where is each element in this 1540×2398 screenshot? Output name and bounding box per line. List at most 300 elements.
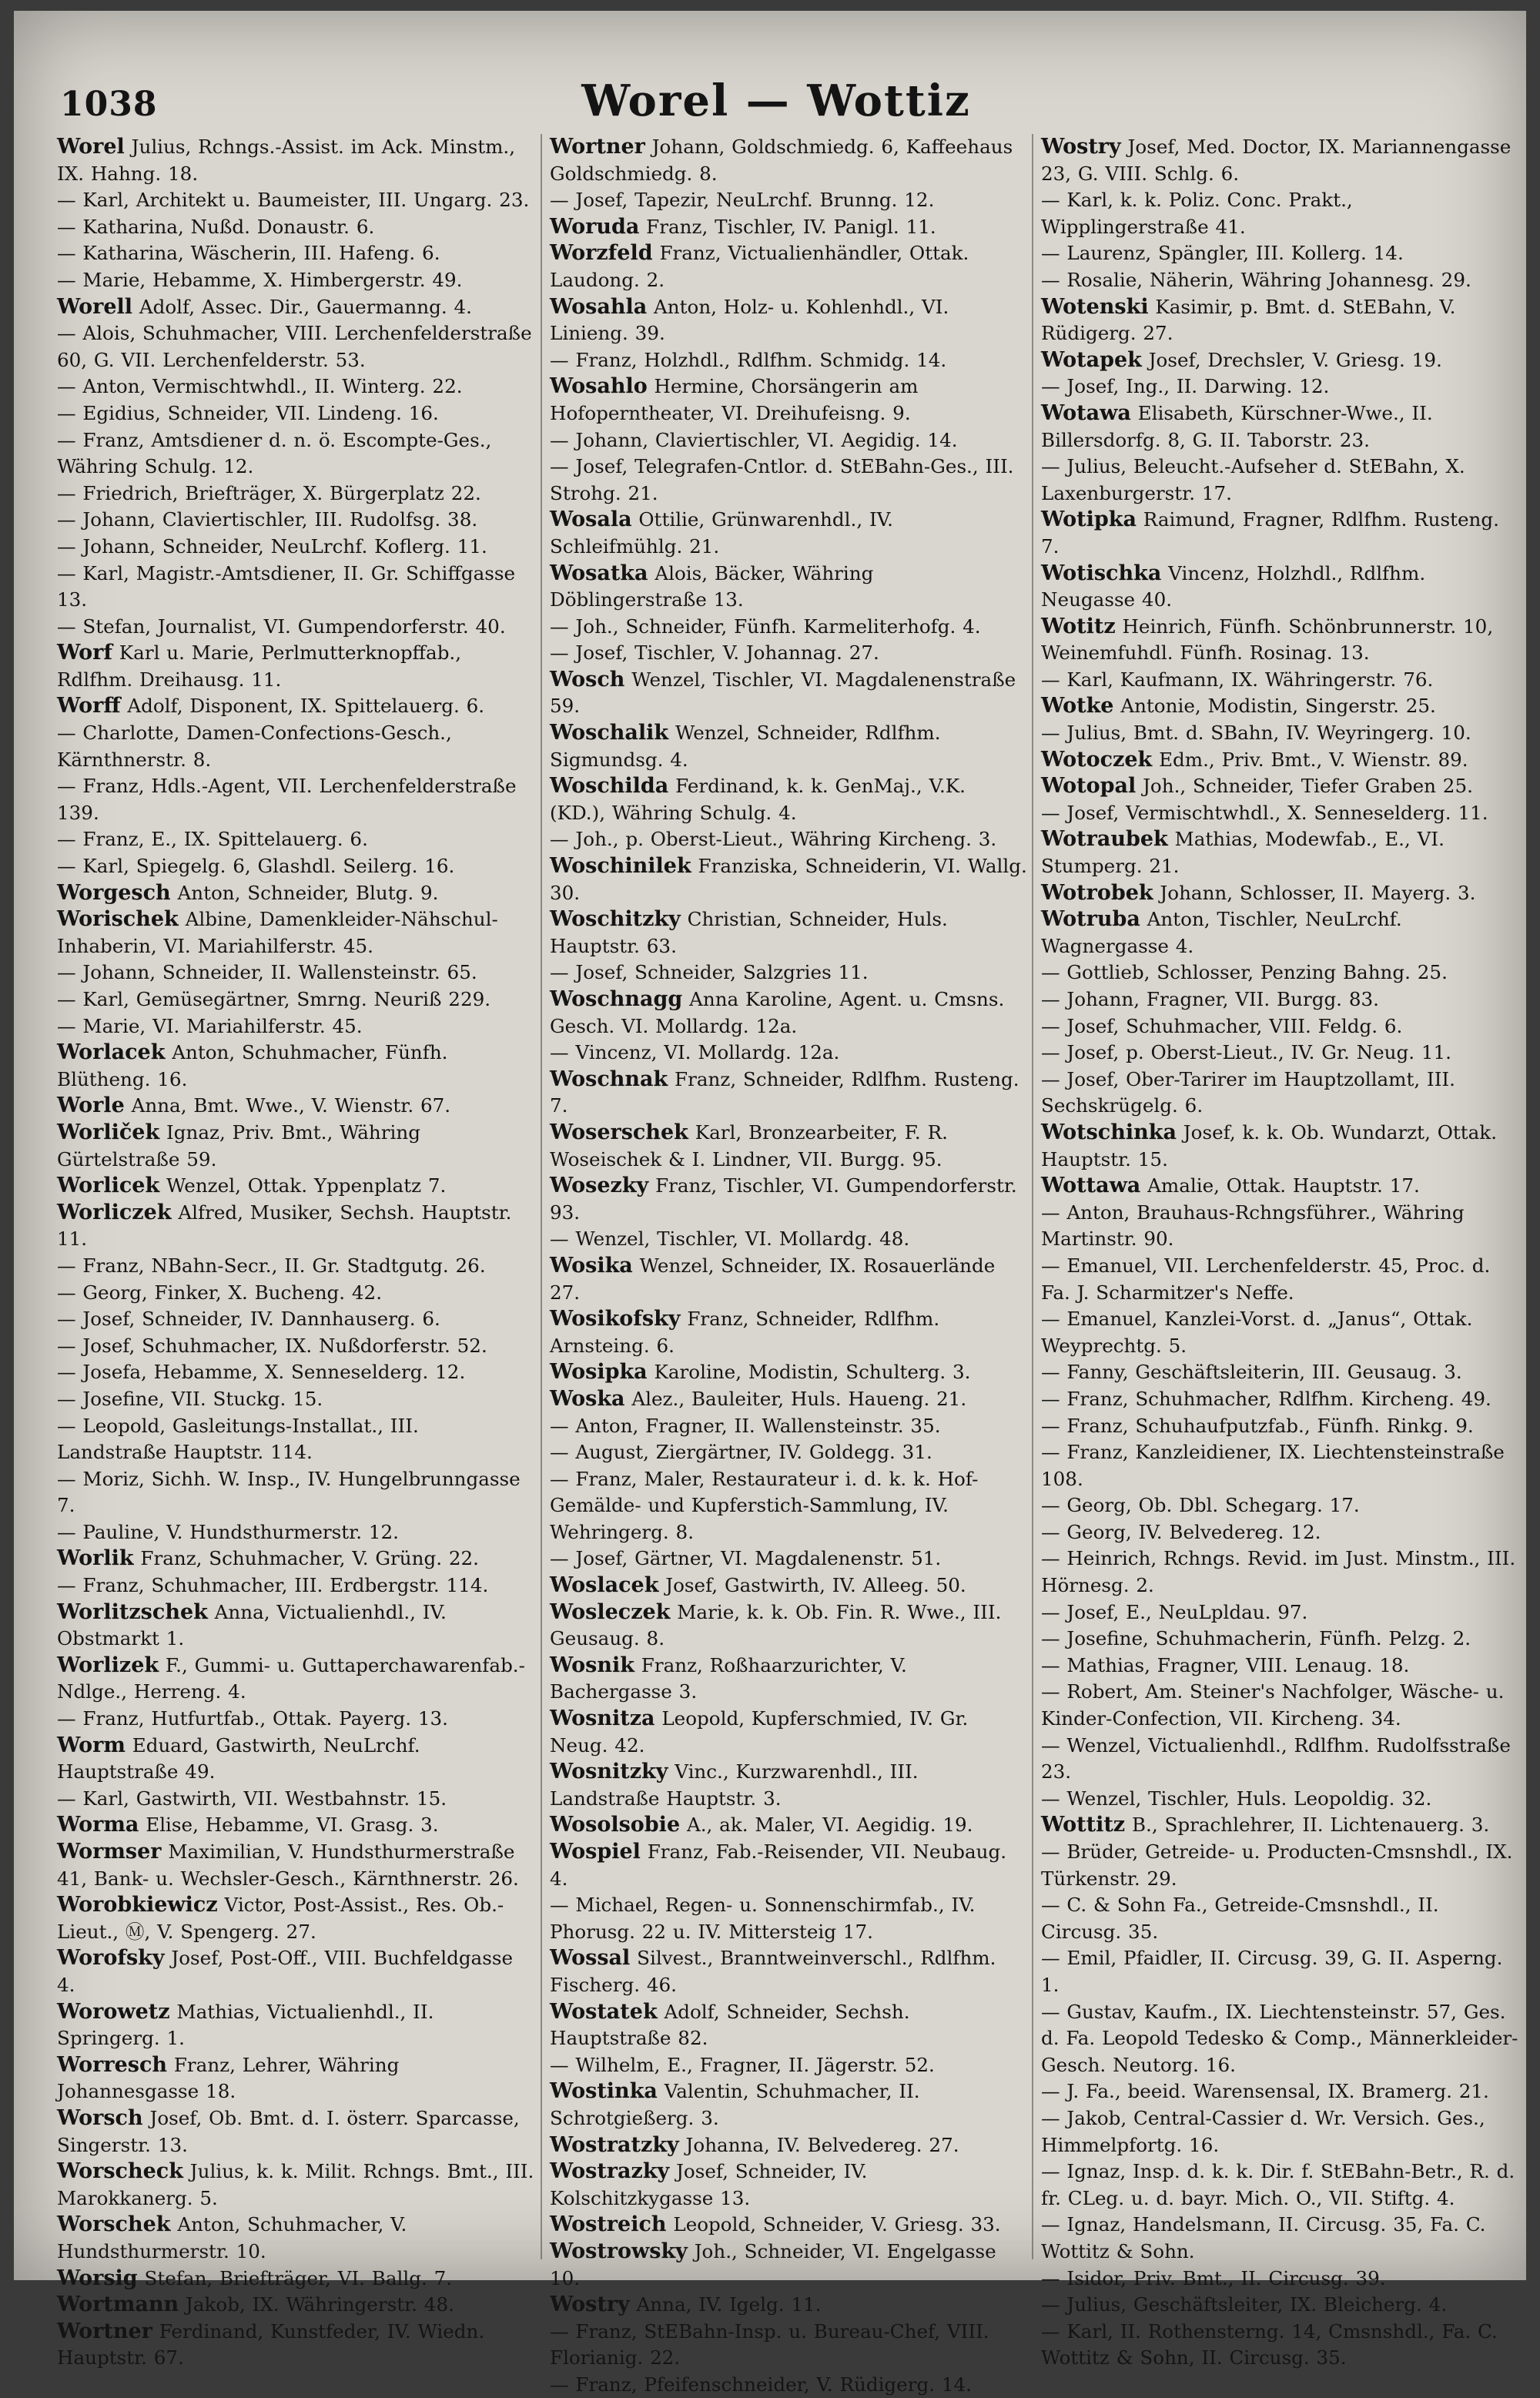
entry-text: — Mathias, Fragner, VIII. Lenaug. 18.: [1041, 1653, 1410, 1676]
directory-entry: [550, 1226, 1027, 1253]
entry-text: Franz, Victualienhändler, Ottak. Laudong. 2.: [550, 242, 969, 291]
entry-text: — Franz, NBahn-Secr., II. Gr. Stadtgutg. 26.: [57, 1254, 486, 1277]
entry-text: — Franz, Pfeifenschneider, V. Rüdigerg. 14.: [550, 2373, 972, 2396]
entry-text: — Franz, Maler, Restaurateur i. d. k. k. Hof-Gemälde- und Kupferstich-Sammlung, IV. Wehringerg. 8.: [550, 1467, 979, 1543]
directory-entry: [57, 826, 534, 853]
entry-text: Anna, IV. Igelg. 11.: [629, 2293, 822, 2316]
entry-text: Adolf, Disponent, IX. Spittelauerg. 6.: [120, 695, 485, 718]
entry-surname: Wortner: [57, 2319, 152, 2343]
entry-surname: Wotrobek: [1041, 880, 1153, 905]
entry-text: Antonie, Modistin, Singerstr. 25.: [1113, 695, 1436, 718]
directory-entry: [550, 1653, 1027, 1706]
entry-surname: Wosnitzky: [550, 1760, 668, 1784]
entry-text: Josef, Ob. Bmt. d. I. österr. Sparcasse, Singerstr. 13.: [57, 2106, 520, 2156]
directory-entry: [550, 906, 1027, 960]
directory-entry: [57, 1572, 534, 1599]
entry-surname: Wosahla: [550, 294, 648, 319]
entry-text: — August, Ziergärtner, IV. Goldegg. 31.: [550, 1441, 932, 1464]
directory-entry: [57, 1812, 534, 1839]
entry-text: — Karl, Spiegelg. 6, Glashdl. Seilerg. 16.: [57, 855, 455, 878]
directory-entry: [1041, 1999, 1518, 2079]
entry-text: — Franz, Schuhmacher, Rdlfhm. Kircheng. 49.: [1041, 1387, 1491, 1410]
entry-text: Josef, Schneider, IV. Kolschitzkygasse 13.: [550, 2160, 868, 2209]
directory-entry: [57, 853, 534, 880]
directory-entry: [550, 2319, 1027, 2372]
entry-text: — Emil, Pfaidler, II. Circusg. 39, G. II. Asperng. 1.: [1041, 1947, 1503, 1996]
directory-entry: [57, 960, 534, 986]
entry-text: — Julius, Bmt. d. SBahn, IV. Weyringerg. 10.: [1041, 722, 1471, 745]
entry-surname: Worel: [57, 135, 125, 159]
entry-text: Alez., Bauleiter, Huls. Haueng. 21.: [624, 1387, 967, 1410]
entry-surname: Wostry: [550, 2293, 630, 2317]
entry-surname: Wotenski: [1041, 294, 1149, 319]
directory-entry: [1041, 561, 1518, 614]
entry-text: — Josef, E., NeuLpldau. 97.: [1041, 1600, 1308, 1623]
entry-surname: Worma: [57, 1813, 139, 1837]
entry-text: Karl u. Marie, Perlmutterknopffab., Rdlfhm. Dreihausg. 11.: [57, 641, 462, 691]
directory-entry: [550, 1892, 1027, 1945]
directory-entry: [1041, 2266, 1518, 2293]
entry-surname: Worschek: [57, 2212, 171, 2237]
directory-entry: [1041, 1413, 1518, 1440]
entry-text: — Josef, Tapezir, NeuLrchf. Brunng. 12.: [550, 189, 935, 212]
entry-text: — Ignaz, Insp. d. k. k. Dir. f. StEBahn-Betr., R. d. fr. CLeg. u. d. bayr. Mich. O., VII. Stiftg. 4.: [1041, 2160, 1515, 2209]
entry-text: Franz, Schneider, Rdlfhm. Arnsteing. 6.: [550, 1308, 940, 1357]
entry-text: Ferdinand, k. k. GenMaj., V.K. (KD.), Währing Schulg. 4.: [550, 775, 966, 824]
directory-entry: [550, 1040, 1027, 1067]
entry-text: Alois, Bäcker, Währing Döblingerstraße 13.: [550, 561, 874, 611]
entry-surname: Worf: [57, 641, 112, 665]
entry-surname: Worscheck: [57, 2159, 183, 2184]
entry-text: — Josef, p. Oberst-Lieut., IV. Gr. Neug. 11.: [1041, 1041, 1452, 1064]
entry-surname: Worowetz: [57, 1999, 170, 2024]
directory-entry: [1041, 1173, 1518, 1200]
directory-entry: [550, 507, 1027, 560]
entry-text: Leopold, Schneider, V. Griesg. 33.: [666, 2213, 1001, 2236]
directory-entry: [1041, 2292, 1518, 2319]
entry-text: Anton, Schuhmacher, Fünfh. Blütheng. 16.: [57, 1041, 448, 1090]
directory-entry: [57, 720, 534, 773]
directory-entry: [550, 1413, 1027, 1440]
entry-text: — Franz, Amtsdiener d. n. ö. Escompte-Ges., Währing Schulg. 12.: [57, 428, 492, 478]
entry-text: — Josefine, VII. Stuckg. 15.: [57, 1387, 323, 1410]
column-divider: [541, 134, 542, 2259]
entry-text: Mathias, Victualienhdl., II. Springerg. 1.: [57, 2000, 434, 2050]
directory-entry: [1041, 1013, 1518, 1040]
entry-text: Ignaz, Priv. Bmt., Währing Gürtelstraße 59.: [57, 1120, 420, 1171]
entry-surname: Wotapek: [1041, 347, 1142, 372]
entry-text: Julius, k. k. Milit. Rchngs. Bmt., III. Marokkanerg. 5.: [57, 2160, 534, 2209]
entry-surname: Wotruba: [1041, 907, 1140, 932]
entry-text: — Rosalie, Näherin, Währing Johannesg. 29.: [1041, 268, 1471, 291]
directory-entry: [57, 2319, 534, 2372]
directory-entry: [1041, 1200, 1518, 1253]
directory-entry: [57, 1733, 534, 1786]
entry-text: Karoline, Modistin, Schulterg. 3.: [647, 1361, 971, 1384]
entry-surname: Woserschek: [550, 1120, 688, 1144]
directory-entry: [1041, 906, 1518, 960]
entry-text: — Franz, Kanzleidiener, IX. Liechtensteinstraße 108.: [1041, 1441, 1505, 1490]
entry-surname: Wottawa: [1041, 1174, 1141, 1198]
running-head: Worel — Wottiz: [581, 75, 971, 126]
directory-entry: [57, 187, 534, 214]
directory-entry: [1041, 373, 1518, 400]
directory-entry: [57, 1013, 534, 1040]
entry-text: — Wenzel, Tischler, VI. Mollardg. 48.: [550, 1227, 910, 1251]
entry-surname: Wostry: [1041, 135, 1121, 159]
entry-text: Adolf, Assec. Dir., Gauermanng. 4.: [132, 295, 472, 318]
directory-entry: [1041, 187, 1518, 240]
entry-surname: Worm: [57, 1733, 126, 1757]
entry-text: Kasimir, p. Bmt. d. StEBahn, V. Rüdigerg. 27.: [1041, 295, 1456, 345]
directory-entry: [1041, 667, 1518, 694]
entry-surname: Wosch: [550, 667, 625, 692]
entry-text: — Josef, Telegrafen-Cntlor. d. StEBahn-Ges., III. Strohg. 21.: [550, 455, 1014, 504]
entry-surname: Wossal: [550, 1946, 631, 1971]
directory-entry: [57, 986, 534, 1013]
directory-entry: [1041, 347, 1518, 374]
entry-text: — Anton, Brauhaus-Rchngsführer., Währing Martinstr. 90.: [1041, 1201, 1465, 1251]
page-number: 1038: [60, 85, 158, 124]
directory-entry: [550, 1812, 1027, 1839]
directory-entry: [550, 1599, 1027, 1653]
directory-entry: [1041, 1599, 1518, 1626]
entry-text: — Josef, Schuhmacher, IX. Nußdorferstr. 52.: [57, 1334, 487, 1357]
directory-entry: [1041, 1040, 1518, 1067]
entry-text: — Josef, Schneider, IV. Dannhauserg. 6.: [57, 1308, 440, 1331]
entry-surname: Worlizek: [57, 1653, 159, 1677]
entry-text: — Josef, Schneider, Salzgries 11.: [550, 961, 869, 984]
directory-entry: [1041, 134, 1518, 187]
directory-entry: [1041, 2078, 1518, 2105]
entry-surname: Worsch: [57, 2105, 143, 2130]
entry-text: Ottilie, Grünwarenhdl., IV. Schleifmühlg. 21.: [550, 508, 893, 558]
directory-entry: [1041, 1546, 1518, 1599]
entry-text: Anton, Holz- u. Kohlenhdl., VI. Linieng. 39.: [550, 295, 949, 345]
entry-surname: Wosnik: [550, 1653, 634, 1677]
entry-text: — Heinrich, Rchngs. Revid. im Just. Minstm., III. Hörnesg. 2.: [1041, 1547, 1516, 1597]
entry-text: Franziska, Schneiderin, VI. Wallg. 30.: [550, 855, 1027, 904]
entry-text: — C. & Sohn Fa., Getreide-Cmsnshdl., II. Circusg. 35.: [1041, 1894, 1439, 1943]
directory-entry: [550, 2292, 1027, 2319]
directory-entry: [550, 427, 1027, 454]
entry-text: Franz, Schneider, Rdlfhm. Rusteng. 7.: [550, 1067, 1019, 1117]
entry-surname: Worlik: [57, 1546, 134, 1571]
directory-entry: [1041, 240, 1518, 267]
entry-text: — Julius, Beleucht.-Aufseher d. StEBahn, X. Laxenburgerstr. 17.: [1041, 455, 1465, 504]
entry-surname: Worsig: [57, 2266, 138, 2290]
directory-entry: [550, 2212, 1027, 2239]
directory-entry: [57, 1546, 534, 1572]
entry-text: Anna Karoline, Agent. u. Cmsns. Gesch. VI. Mollardg. 12a.: [550, 988, 1005, 1037]
directory-entry: [550, 1439, 1027, 1466]
entry-text: Victor, Post-Assist., Res. Ob.-Lieut., Ⓜ, V. Spengerg. 27.: [57, 1894, 504, 1943]
entry-text: — Georg, IV. Belvedereg. 12.: [1041, 1520, 1321, 1543]
directory-page: [14, 11, 1526, 2396]
entry-text: Franz, Tischler, VI. Gumpendorferstr. 93.: [550, 1174, 1017, 1224]
entry-surname: Worobkiewicz: [57, 1893, 218, 1917]
entry-text: Elise, Hebamme, VI. Grasg. 3.: [139, 1814, 439, 1837]
entry-text: Anton, Schneider, Blutg. 9.: [170, 881, 439, 904]
entry-surname: Woschilda: [550, 774, 669, 799]
directory-entry: [57, 1333, 534, 1360]
entry-text: — Josef, Ing., II. Darwing. 12.: [1041, 375, 1330, 398]
entry-text: Marie, k. k. Ob. Fin. R. Wwe., III. Geusaug. 8.: [550, 1600, 1002, 1650]
entry-text: Raimund, Fragner, Rdlfhm. Rusteng. 7.: [1041, 508, 1499, 558]
column-1-entries: [57, 134, 534, 2372]
directory-entry: [550, 986, 1027, 1040]
directory-entry: [57, 1280, 534, 1307]
directory-entry: [550, 720, 1027, 773]
directory-entry: [57, 2212, 534, 2265]
entry-text: — Emanuel, VII. Lerchenfelderstr. 45, Proc. d. Fa. J. Scharmitzer's Neffe.: [1041, 1254, 1491, 1304]
entry-surname: Wosolsobie: [550, 1813, 681, 1837]
entry-text: — Franz, Hdls.-Agent, VII. Lerchenfelderstraße 139.: [57, 775, 517, 824]
entry-text: Johann, Schlosser, II. Mayerg. 3.: [1153, 881, 1476, 904]
entry-surname: Worlitzschek: [57, 1599, 208, 1624]
entry-surname: Wosika: [550, 1253, 633, 1278]
entry-text: Christian, Schneider, Huls. Hauptstr. 63.: [550, 908, 948, 957]
directory-entry: [57, 1413, 534, 1466]
directory-entry: [57, 320, 534, 373]
directory-entry: [57, 134, 534, 187]
entry-surname: Wotschinka: [1041, 1120, 1177, 1144]
entry-text: — Wenzel, Tischler, Huls. Leopoldig. 32.: [1041, 1787, 1432, 1810]
directory-entry: [1041, 400, 1518, 454]
entry-text: — Pauline, V. Hundsthurmerstr. 12.: [57, 1520, 399, 1543]
directory-entry: [1041, 294, 1518, 347]
entry-text: — Julius, Geschäftsleiter, IX. Bleicherg. 4.: [1041, 2293, 1448, 2316]
entry-text: — Franz, Holzhdl., Rdlfhm. Schmidg. 14.: [550, 348, 947, 371]
entry-text: — Robert, Am. Steiner's Nachfolger, Wäsche- u. Kinder-Confection, VII. Kircheng. 34.: [1041, 1680, 1505, 1730]
directory-entry: [550, 614, 1027, 641]
entry-text: Adolf, Schneider, Sechsh. Hauptstraße 82.: [550, 2000, 910, 2050]
directory-entry: [57, 1359, 534, 1386]
entry-text: — Vincenz, VI. Mollardg. 12a.: [550, 1041, 840, 1064]
entry-surname: Worzfeld: [550, 241, 653, 266]
directory-entry: [57, 1892, 534, 1945]
column-2-entries: [550, 134, 1027, 2398]
entry-text: Vinc., Kurzwarenhdl., III. Landstraße Hauptstr. 3.: [550, 1760, 919, 1810]
entry-text: Stefan, Briefträger, VI. Ballg. 7.: [137, 2266, 453, 2289]
entry-text: — Karl, II. Rothensterng. 14, Cmsnshdl., Fa. C. Wottitz & Sohn, II. Circusg. 35.: [1041, 2319, 1498, 2370]
entry-surname: Wostrowsky: [550, 2239, 688, 2263]
entry-text: — Brüder, Getreide- u. Producten-Cmsnshdl., IX. Türkenstr. 29.: [1041, 1840, 1513, 1890]
entry-text: — Franz, Schuhmacher, III. Erdbergstr. 114.: [57, 1574, 489, 1597]
directory-entry: [57, 373, 534, 400]
directory-entry: [1041, 614, 1518, 667]
directory-entry: [550, 347, 1027, 374]
entry-surname: Wotoczek: [1041, 747, 1153, 772]
directory-entry: [1041, 1733, 1518, 1786]
directory-entry: [57, 1466, 534, 1519]
directory-entry: [57, 1945, 534, 1998]
entry-surname: Woruda: [550, 214, 640, 239]
directory-entry: [550, 1839, 1027, 1892]
directory-entry: [57, 294, 534, 321]
entry-text: — Karl, Gastwirth, VII. Westbahnstr. 15.: [57, 1787, 447, 1810]
entry-text: — Johann, Schneider, NeuLrchf. Koflerg. 11.: [57, 534, 487, 558]
entry-text: Josef, Med. Doctor, IX. Mariannengasse 23, G. VIII. Schlg. 6.: [1041, 136, 1512, 185]
directory-entry: [1041, 1359, 1518, 1386]
directory-entry: [57, 1653, 534, 1706]
entry-surname: Wosezky: [550, 1174, 649, 1198]
directory-entry: [57, 1706, 534, 1733]
directory-entry: [57, 534, 534, 561]
entry-text: Maximilian, V. Hundsthurmerstraße 41, Bank- u. Wechsler-Gesch., Kärnthnerstr. 26.: [57, 1840, 519, 1890]
entry-text: — Jakob, Central-Cassier d. Wr. Versich. Ges., Himmelpfortg. 16.: [1041, 2106, 1485, 2156]
directory-entry: [1041, 1386, 1518, 1413]
directory-entry: [57, 1040, 534, 1093]
entry-text: Josef, Gastwirth, IV. Alleeg. 50.: [658, 1574, 966, 1597]
directory-entry: [550, 1759, 1027, 1812]
directory-entry: [550, 373, 1027, 427]
entry-text: Wenzel, Ottak. Yppenplatz 7.: [159, 1174, 447, 1197]
directory-entry: [57, 1173, 534, 1200]
entry-text: — Josef, Tischler, V. Johannag. 27.: [550, 641, 879, 665]
directory-entry: [550, 1120, 1027, 1173]
column-3-entries: [1041, 134, 1518, 2372]
directory-entry: [550, 667, 1027, 720]
entry-text: — Laurenz, Spängler, III. Kollerg. 14.: [1041, 242, 1404, 265]
directory-entry: [1041, 1306, 1518, 1359]
entry-text: Franz, Tischler, IV. Panigl. 11.: [639, 215, 936, 238]
entry-text: — Stefan, Journalist, VI. Gumpendorferstr. 40.: [57, 615, 506, 638]
directory-entry: [57, 267, 534, 294]
entry-surname: Wostreich: [550, 2212, 667, 2237]
directory-entry: [550, 1306, 1027, 1359]
directory-entry: [1041, 1892, 1518, 1945]
entry-surname: Wostinka: [550, 2079, 658, 2104]
directory-entry: [1041, 1120, 1518, 1173]
directory-entry: [550, 826, 1027, 853]
directory-entry: [1041, 1253, 1518, 1306]
directory-entry: [57, 773, 534, 826]
entry-text: Elisabeth, Kürschner-Wwe., II. Billersdorfg. 8, G. II. Taborstr. 23.: [1041, 401, 1433, 451]
entry-text: — Gottlieb, Schlosser, Penzing Bahng. 25.: [1041, 961, 1448, 984]
entry-text: — Wilhelm, E., Fragner, II. Jägerstr. 52.: [550, 2053, 935, 2076]
entry-surname: Woschnak: [550, 1067, 668, 1091]
directory-entry: [1041, 1653, 1518, 1680]
directory-entry: [57, 693, 534, 720]
entry-text: — Charlotte, Damen-Confections-Gesch., Kärnthnerstr. 8.: [57, 722, 452, 771]
entry-surname: Worliczek: [57, 1200, 172, 1224]
directory-entry: [1041, 1786, 1518, 1813]
directory-entry: [550, 1999, 1027, 2052]
entry-surname: Wotraubek: [1041, 827, 1168, 852]
entry-text: — Josef, Vermischtwhdl., X. Senneselderg. 11.: [1041, 801, 1488, 824]
directory-entry: [1041, 2159, 1518, 2212]
entry-surname: Worlicek: [57, 1174, 160, 1198]
directory-entry: [1041, 800, 1518, 827]
entry-surname: Wotopal: [1041, 774, 1137, 799]
entry-surname: Wosahlo: [550, 374, 648, 399]
entry-text: Anna, Victualienhdl., IV. Obstmarkt 1.: [57, 1600, 447, 1650]
entry-text: — Josefine, Schuhmacherin, Fünfh. Pelzg. 2.: [1041, 1627, 1471, 1650]
entry-text: — Joh., Schneider, Fünfh. Karmeliterhofg. 4.: [550, 615, 981, 638]
entry-text: — Emanuel, Kanzlei-Vorst. d. „Janus“, Ottak. Weyprechtg. 5.: [1041, 1308, 1473, 1357]
entry-text: — Franz, Schuhaufputzfab., Fünfh. Rinkg. 9.: [1041, 1414, 1474, 1437]
entry-surname: Woslacek: [550, 1573, 659, 1598]
entry-text: Hermine, Chorsängerin am Hofoperntheater, VI. Dreihufeisng. 9.: [550, 375, 919, 424]
directory-entry: [57, 1386, 534, 1413]
directory-entry: [550, 1466, 1027, 1546]
directory-entry: [550, 2372, 1027, 2398]
directory-entry: [550, 561, 1027, 614]
entry-surname: Worlacek: [57, 1040, 166, 1065]
entry-text: B., Sprachlehrer, II. Lichtenauerg. 3.: [1125, 1814, 1490, 1837]
entry-text: — Katharina, Nußd. Donaustr. 6.: [57, 215, 375, 238]
directory-entry: [57, 427, 534, 481]
entry-surname: Wotawa: [1041, 400, 1131, 425]
entry-text: — Franz, StEBahn-Insp. u. Bureau-Chef, VIII. Florianig. 22.: [550, 2319, 989, 2370]
entry-text: Anna, Bmt. Wwe., V. Wienstr. 67.: [124, 1094, 451, 1117]
directory-entry: [550, 2132, 1027, 2159]
entry-surname: Woschalik: [550, 721, 669, 745]
directory-entry: [1041, 1626, 1518, 1653]
directory-entry: [57, 1786, 534, 1813]
entry-text: — Karl, Kaufmann, IX. Währingerstr. 76.: [1041, 668, 1434, 691]
entry-text: — Moriz, Sichh. W. Insp., IV. Hungelbrunngasse 7.: [57, 1467, 521, 1517]
entry-text: — Anton, Fragner, II. Wallensteinstr. 35.: [550, 1414, 941, 1437]
directory-columns: [48, 134, 1518, 2396]
entry-text: Ferdinand, Kunstfeder, IV. Wiedn. Hauptstr. 67.: [57, 2319, 485, 2370]
entry-surname: Worresch: [57, 2052, 168, 2077]
directory-entry: [550, 1359, 1027, 1386]
directory-entry: [550, 960, 1027, 986]
entry-surname: Wostrazky: [550, 2159, 670, 2184]
directory-entry: [1041, 454, 1518, 507]
directory-entry: [1041, 720, 1518, 747]
entry-text: — Josef, Gärtner, VI. Magdalenenstr. 51.: [550, 1547, 942, 1570]
directory-entry: [57, 640, 534, 693]
entry-text: Heinrich, Fünfh. Schönbrunnerstr. 10, Weinemfuhdl. Fünfh. Rosinag. 13.: [1041, 615, 1494, 665]
entry-text: Wenzel, Schneider, Rdlfhm. Sigmundsg. 4.: [550, 722, 941, 771]
entry-text: — Franz, Hutfurtfab., Ottak. Payerg. 13.: [57, 1707, 448, 1730]
directory-entry: [1041, 747, 1518, 774]
entry-text: Silvest., Branntweinverschl., Rdlfhm. Fischerg. 46.: [550, 1947, 996, 1996]
directory-entry: [1041, 1812, 1518, 1839]
entry-text: Amalie, Ottak. Hauptstr. 17.: [1140, 1174, 1420, 1197]
entry-surname: Worff: [57, 694, 121, 718]
entry-surname: Wosatka: [550, 561, 648, 585]
entry-text: Franz, Schuhmacher, V. Grüng. 22.: [133, 1547, 479, 1570]
entry-surname: Wottitz: [1041, 1813, 1126, 1837]
entry-text: — Joh., p. Oberst-Lieut., Währing Kircheng. 3.: [550, 828, 997, 851]
directory-entry: [57, 1200, 534, 1253]
directory-entry: [1041, 1492, 1518, 1519]
entry-text: Anton, Tischler, NeuLrchf. Wagnergasse 4.: [1041, 908, 1402, 957]
directory-entry: [57, 400, 534, 427]
directory-entry: [1041, 1439, 1518, 1492]
directory-entry: [550, 2078, 1027, 2132]
entry-surname: Wosala: [550, 507, 632, 532]
entry-text: — Ignaz, Handelsmann, II. Circusg. 35, Fa. C. Wottitz & Sohn.: [1041, 2213, 1486, 2262]
entry-text: — Johann, Claviertischler, VI. Aegidig. 14.: [550, 428, 958, 451]
entry-text: Eduard, Gastwirth, NeuLrchf. Hauptstraße 49.: [57, 1733, 420, 1783]
directory-entry: [550, 773, 1027, 826]
entry-text: Josef, Post-Off., VIII. Buchfeldgasse 4.: [57, 1947, 514, 1996]
directory-entry: [550, 1706, 1027, 1759]
directory-entry: [57, 1306, 534, 1333]
directory-entry: [550, 640, 1027, 667]
directory-entry: [550, 454, 1027, 507]
entry-surname: Wormser: [57, 1840, 162, 1864]
entry-text: Johanna, IV. Belvedereg. 27.: [678, 2133, 959, 2156]
entry-text: — Josefa, Hebamme, X. Senneselderg. 12.: [57, 1361, 466, 1384]
directory-entry: [1041, 2212, 1518, 2265]
entry-text: — Josef, Schuhmacher, VIII. Feldg. 6.: [1041, 1014, 1403, 1037]
